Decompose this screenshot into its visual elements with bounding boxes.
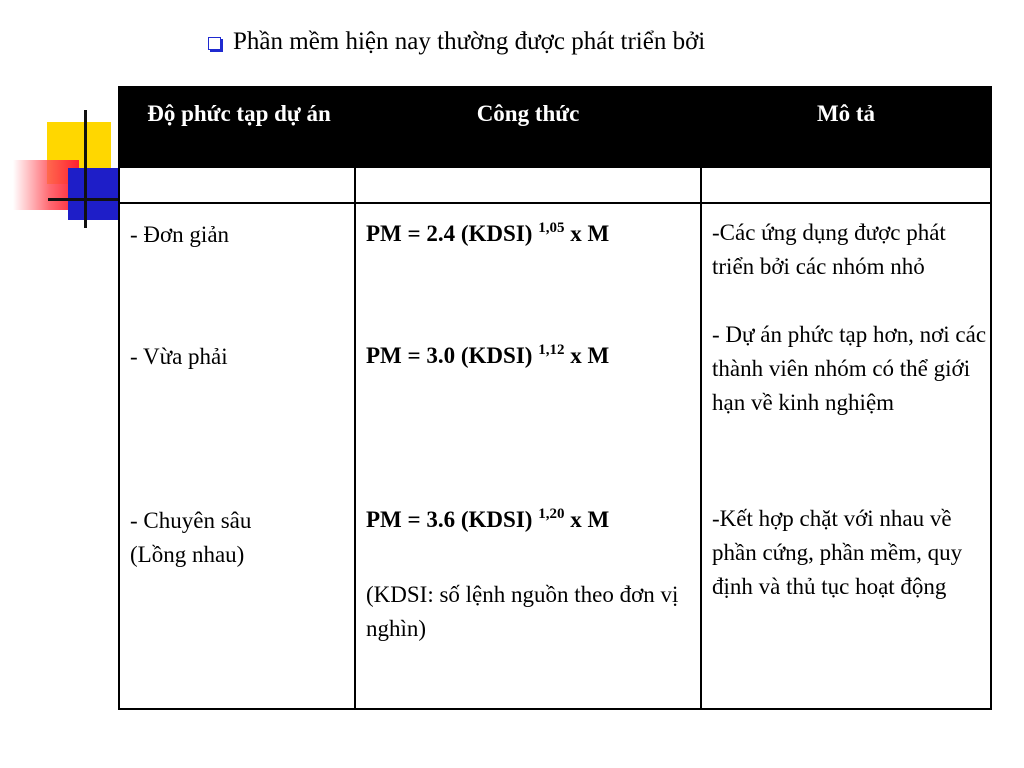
header-description: Mô tả <box>816 101 876 126</box>
complexity-simple: - Đơn giản <box>130 222 230 247</box>
formula-moderate <box>366 340 609 372</box>
slide-title-text: Phần mềm hiện nay thường được phát triển bởi <box>233 28 706 55</box>
formula-prefix: PM = 3.6 (KDSI) <box>366 507 533 532</box>
formula-embedded <box>366 504 609 536</box>
header-formula: Công thức <box>476 101 580 126</box>
decor-blue-square <box>68 168 120 220</box>
slide-title <box>208 26 705 58</box>
formula-suffix: x M <box>570 221 610 246</box>
formula-prefix: PM = 3.0 (KDSI) <box>366 343 533 368</box>
square-bullet-icon <box>208 37 221 50</box>
formula-exponent: 1,20 <box>538 506 565 522</box>
decor-vertical-line <box>84 110 87 228</box>
description-embedded: -Kết hợp chặt với nhau về phần cứng, phần mềm, quy định và thủ tục hoạt động <box>712 506 963 599</box>
column-divider <box>354 168 356 708</box>
kdsi-note: (KDSI: số lệnh nguồn theo đơn vị nghìn) <box>366 582 679 641</box>
description-simple: -Các ứng dụng được phát triển bởi các nhóm nhỏ <box>712 220 946 279</box>
formula-exponent: 1,05 <box>538 220 565 236</box>
formula-prefix: PM = 2.4 (KDSI) <box>366 221 533 246</box>
formula-exponent: 1,12 <box>538 342 565 358</box>
formula-suffix: x M <box>570 507 610 532</box>
description-moderate: - Dự án phức tạp hơn, nơi các thành viên nhóm có thể giới hạn về kinh nghiệm <box>712 322 987 415</box>
decor-horizontal-line <box>48 198 120 201</box>
table-header <box>120 88 990 168</box>
cocomo-table <box>118 86 992 710</box>
complexity-embedded: - Chuyên sâu (Lồng nhau) <box>130 508 252 567</box>
row-divider <box>120 202 990 204</box>
column-divider <box>700 168 702 708</box>
complexity-moderate: - Vừa phải <box>130 344 228 369</box>
header-complexity: Độ phức tạp dự án <box>147 101 331 126</box>
formula-simple <box>366 218 609 250</box>
formula-suffix: x M <box>570 343 610 368</box>
